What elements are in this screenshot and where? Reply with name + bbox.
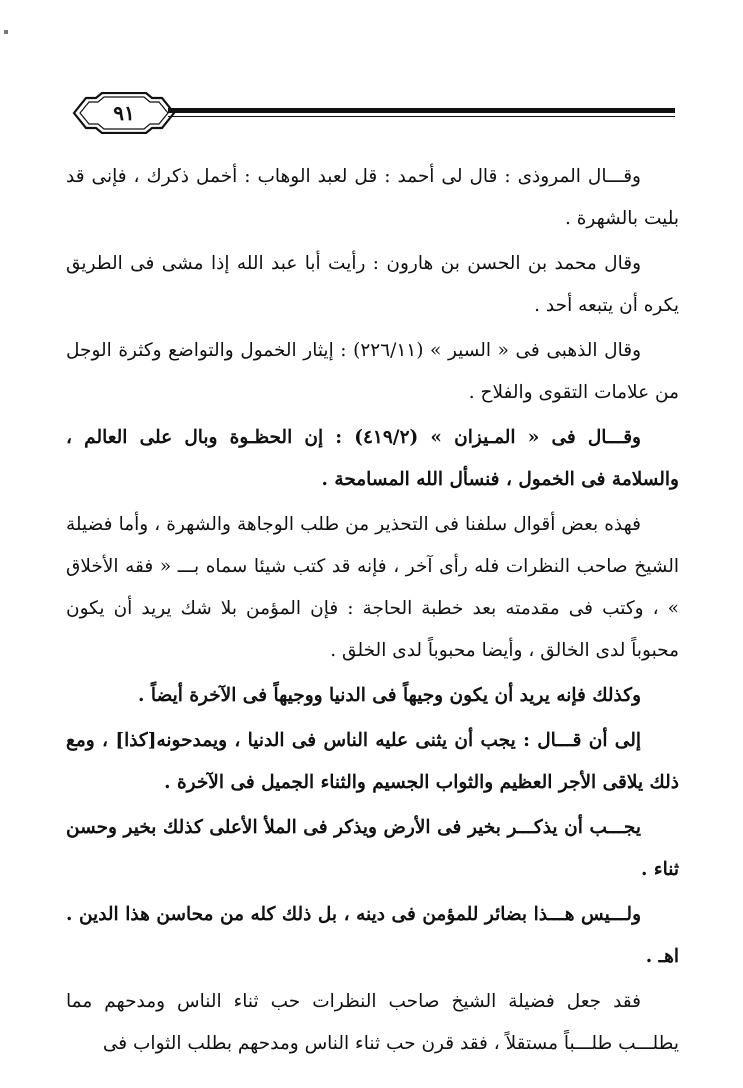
paragraph-3: وقال الذهبى فى « السير » (٢٢٦/١١) : إيثار الخمول والتواضع وكثرة الوجل من علامات التقوى والفلاح . <box>66 340 679 403</box>
paragraph-6: وكذلك فإنه يريد أن يكون وجيهاً فى الدنيا ووجيهاً فى الآخرة أيضاً . <box>138 685 641 706</box>
page-number-badge <box>72 92 176 134</box>
page-body <box>66 156 679 1068</box>
page-header <box>60 92 675 136</box>
paragraph-2: وقال محمد بن الحسن بن هارون : رأيت أبا عبد الله إذا مشى فى الطريق يكره أن يتبعه أحد . <box>66 253 679 316</box>
paragraph-9: ولـــيس هـــذا بضائر للمؤمن فى دينه ، بل ذلك كله من محاسن هذا الدين . اهـ . <box>66 904 679 967</box>
scan-mark <box>4 30 8 34</box>
paragraph-1: وقـــال المروذى : قال لى أحمد : قل لعبد الوهاب : أخمل ذكرك ، فإنى قد بليت بالشهرة . <box>66 166 679 229</box>
paragraph-4: وقـــال فى « المـيزان » (٤١٩/٢) : إن الحظـوة وبال على العالم ، والسلامة فى الخمول ، فنسأل الله المسامحة . <box>66 427 679 490</box>
paragraph-7: إلى أن قـــال : يجب أن يثنى عليه الناس فى الدنيا ، ويمدحونه[كذا] ، ومع ذلك يلاقى الأجر العظيم والثواب الجسيم والثناء الجميل فى الآخرة . <box>66 730 679 793</box>
paragraph-10: فقد جعل فضيلة الشيخ صاحب النظرات حب ثناء الناس ومدحهم مما يطلـــب طلـــباً مستقلاً ، فقد قرن حب ثناء الناس ومدحهم بطلب الثواب فى <box>66 991 679 1054</box>
paragraph-8: يجـــب أن يذكـــر بخير فى الأرض ويذكر فى الملأ الأعلى كذلك بخير وحسن ثناء . <box>66 817 679 880</box>
paragraph-5: فهذه بعض أقوال سلفنا فى التحذير من طلب الوجاهة والشهرة ، وأما فضيلة الشيخ صاحب النظرات فله رأى آخر ، فإنه قد كتب شيئا سماه بـــ « فقه الأخلاق » ، وكتب فى مقدمته بعد خطبة الحاجة : فإن المؤمن بلا شك يريد أن يكون محبوباً لدى الخالق ، وأيضا محبوباً لدى الخلق . <box>66 514 679 661</box>
header-rule <box>168 108 675 117</box>
page-number: ٩١ <box>113 101 135 125</box>
